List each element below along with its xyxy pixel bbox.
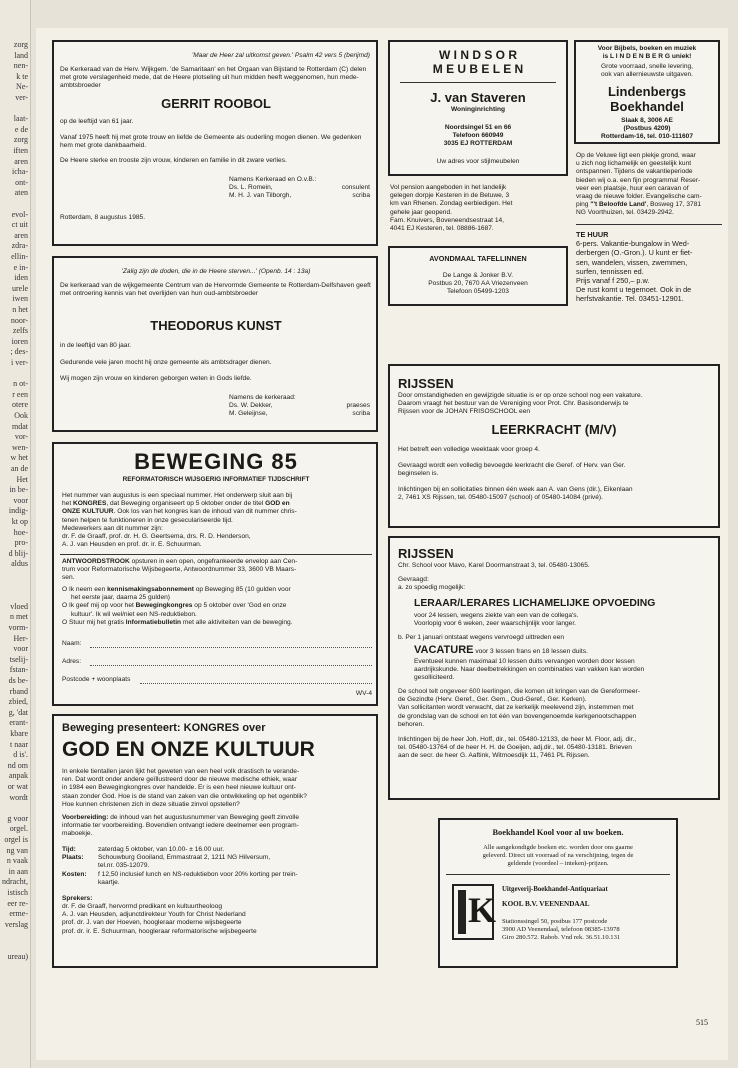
margin-fragment: Ook [14,411,28,420]
kunst-sign1-name: Ds. W. Dekker, [229,402,273,409]
veluwe-divider [576,224,722,225]
margin-fragment: ds be- [8,676,28,685]
kunst-sign2-role: scriba [352,410,370,417]
rijssen1-line: beginselen is. [398,470,439,478]
adres-label: Adres: [62,658,82,665]
beweging-options [62,586,374,627]
kongres-line [62,814,374,822]
windsor-divider [400,82,556,83]
tehuur-line: Prijs vanaf f 250,– p.w. [576,276,650,286]
margin-fragment: Her- [13,633,28,643]
obituary-roobol [52,40,378,246]
tehuur-line: derbergen (O.-Gron.). U kunt er fiet- [576,248,693,258]
margin-fragment: nd om [7,760,28,770]
postcode-label: Postcode + woonplaats [62,676,131,683]
pension-line: Fam. Knuivers, Boveneendsestraat 14, [390,216,504,224]
kool-l2: geleverd. Direct uit voorraad of na verschijning, tegen de [482,852,634,859]
sprekers-label: Sprekers: [62,895,93,902]
kunst-age: in de leeftijd van 80 jaar. [60,342,132,349]
margin-fragment: vorm- [8,623,28,632]
margin-fragment: fstan- [9,665,28,675]
margin-fragment: orgel. [9,824,28,834]
adres-field[interactable] [90,665,372,666]
roobol-sign-head: Namens Kerkeraad en O.v.B.: [229,176,317,183]
margin-fragment: tselij- [9,654,28,664]
rijssen2-j2: Voorlopig voor 6 weken, zeer waarschijnlijk voor langer. [414,620,576,627]
beweging-line: tenen helpen te funktioneren in onze geseculariseerde tijd. [62,516,233,524]
plaats-value: Schouwburg Gooiland, Emmastraat 2, 1211 NG Hilversum, [98,854,271,861]
kongres-intro [62,768,374,809]
margin-fragment: i ver- [11,358,28,367]
text: voor 3 lessen frans en 18 lessen duits. [473,648,588,655]
rijssen1-intro [398,392,716,417]
kongres-line: In enkele tientallen jaren lijkt het geweten van een heel volk drastisch te verande- [62,768,300,775]
margin-fragment: verslag [4,919,28,929]
margin-fragment: g, 'dat [8,707,28,717]
lindenbergs-t4: ook van allernieuwste uitgaven. [600,71,693,78]
margin-fragment: zorg [13,40,28,49]
windsor-line2: M E U B E L E N [432,62,524,76]
margin-fragment: ng van [6,845,28,855]
margin-fragment: zbied, [8,697,28,707]
lindenbergs-a2: (Postbus 4209) [623,125,671,132]
tafellinnen-title: AVONDMAAL TAFELLINNEN [429,254,527,263]
rijssen1-line: Daarom vraagt het bestuur van de Vereniging voor Prot. Chr. Basisonderwijs te [398,400,629,408]
postcode-field[interactable] [140,683,372,684]
margin-fragment: aren [14,156,28,166]
windsor-addr1: Noordsingel 51 en 66 [444,124,512,131]
margin-fragment: r een [12,389,28,399]
margin-fragment: indig- [8,506,28,516]
margin-fragment: urele [12,283,28,293]
margin-fragment: aten [14,188,28,198]
rijssen1-line: Door omstandigheden en gewijzigde situatie is er op onze school nog een vakature. [398,392,643,399]
rijssen2-sub: Chr. School voor Mavo, Karel Doormanstraat 3, tel. 05480-13065. [398,562,590,569]
text: opsturen in een open, ongefrankeerde envelop aan Cen- [129,558,298,565]
rijssen2-line: Inlichtingen bij de heer Joh. Hoff, dir., tel. 05480-12133, de heer M. Floor, adj. dir., [398,736,637,743]
tehuur-line: surfen, tennissen ed. [576,266,644,276]
margin-fragment: e de [14,124,28,134]
margin-fragment: zdra- [11,241,28,251]
margin-fragment: nen- [13,61,28,71]
rijssen1-p3 [398,486,716,502]
kunst-p2: Wij mogen zijn vrouw en kinderen geborgen weten in Gods liefde. [60,375,252,382]
bold: Bewegingkongres [135,602,193,610]
text: O Stuur mij het gratis [62,618,126,626]
newspaper-page [36,28,728,1060]
veluwe-line: ontspannen. Tijdens de vakantieperiode [576,168,693,176]
speaker: A. J. van Heusden, adjunctdirekteur Youth for Christ Nederland [62,911,246,919]
margin-fragment: ellin- [11,252,28,261]
tehuur-line: herfstvakantie. Tel. 03451-12901. [576,294,684,304]
margin-fragment: wen- [12,442,28,452]
kool-u1: Uitgeverij-Boekhandel-Antiquariaat [502,886,608,893]
margin-fragment: d blij- [8,548,28,558]
margin-fragment: iften [13,146,28,155]
rijssen2-line: gesolliciteerd. [414,674,455,682]
windsor-line1: W I N D S O R [439,48,517,62]
god-en-bold: GOD en [265,500,290,508]
rijssen2-line: Eventueel kunnen maximaal 10 lessen duits vervangen worden door lessen [414,658,635,665]
coupon-line: sen. [62,574,75,582]
margin-fragment: kt op [11,517,28,526]
beweging-coupon-intro [62,558,374,583]
kunst-sign2-name: M. Geleijnse, [229,410,268,417]
rijssen2-line: de Gezindte (Herv. Geref., Ger. Gem., Oud-Geref., Ger. Kerken). [398,696,587,704]
rijssen2-line: aan de secr. de heer G. Aaftink, Witmoesdijk 11, 7461 PL Rijssen. [398,752,590,760]
veluwe-line: u zich nog lichamelijk en geestelijk kunt [576,160,692,168]
tafellinnen-l3: Telefoon 05499-1203 [447,288,509,295]
bold: Informatiebulletin [125,618,182,626]
margin-fragment: voor [13,644,28,654]
beweging-line: Het nummer van augustus is een speciaal nummer. Het onderwerp sluit aan bij [62,492,293,499]
rijssen2-j1: voor 24 lessen, wegens ziekte van een van de collega's. [414,612,579,619]
margin-fragment: n met [10,612,28,622]
veluwe-line: vraag de nieuwe folder. Evangelische cam- [576,193,702,201]
margin-fragment: iwen [12,294,28,304]
obituary-kunst [52,256,378,432]
roobol-intro: De Kerkeraad van de Herv. Wijkgem. 'de Samaritaan' en het Orgaan van Bijstand te Rotterdam (C) delen met grote verslagenheid mede, dat de Heere plotseling uit hun midden heeft weggenomen, hun mede-ambtsbroeder [60,66,367,90]
tafellinnen-l2: Postbus 20, 7670 AA Vriezenveen [428,280,528,287]
margin-fragment: aren [14,230,28,240]
bold: kennismakingsabonnement [107,586,194,593]
margin-fragment: ont- [15,177,28,187]
bold: Voorbereiding: [62,814,109,821]
kool-l1: Alle aangekondigde boeken etc. worden door ons gaarne [483,844,633,851]
option-subscription-cont: het eerste jaar, daarna 25 gulden) [71,594,170,602]
margin-fragment: k te [16,71,28,81]
rijssen2-line: aardrijkskunde. Naar deelbetrekkingen en combinaties van vakken kan worden [414,666,645,674]
rijssen2-school [398,688,716,729]
kosten-value: f 12,50 inclusief lunch en NS-reduktiebon voor 20% korting per trein- [98,871,298,878]
margin-fragment: wordt [9,792,28,802]
roobol-p2: De Heere sterke en trooste zijn vrouw, kinderen en familie in dit zware verlies. [60,157,287,164]
rijssen1-p1: Het betreft een volledige weektaak voor groep 4. [398,446,540,453]
kosten-label: Kosten: [62,871,87,878]
beweging-line [62,508,374,516]
margin-fragment: laat- [13,114,28,124]
ad-pension [390,184,568,233]
roobol-sign2-role: scriba [352,192,370,199]
ad-rijssen-mavo [388,536,720,800]
kongres-line: Hoe kunnen christenen zich in deze situatie zinvol opstellen? [62,800,240,808]
ad-tafellinnen [388,246,568,306]
kunst-quote: 'Zalig zijn de doden, die in de Heere sterven...' (Openb. 14 : 13a) [121,268,311,275]
vacature-bold: VACATURE [414,644,474,656]
margin-fragment: erme- [9,909,28,919]
kunst-intro: De kerkeraad van de wijkgemeente Centrum van de Hervormde Gemeente te Rotterdam-Delfshaven geeft met ontroering kennis van het overlijden van hun oud-ambtsbroeder [60,282,371,298]
margin-fragment: Ne- [16,82,28,92]
rijssen2-job: LERAAR/LERARES LICHAMELIJKE OPVOEDING [414,598,656,609]
bold: "'t Beloofde Land' [590,201,647,209]
lindenbergs-n1: Lindenbergs [607,84,686,99]
kunst-name: THEODORUS KUNST [150,318,282,333]
lindenbergs-n2: Boekhandel [610,99,684,114]
roobol-sign1-role: consulent [341,184,370,191]
text: O Ik geef mij op voor het [62,602,136,610]
margin-fragment: an de [10,464,28,473]
rijssen1-line: Gevraagd wordt een volledig bevoegde leerkracht die Geref. of Herv. van Ger. [398,462,626,469]
rijssen1-p2 [398,462,716,478]
margin-fragment: noor- [10,315,28,325]
kosten-value-2: kaartje. [98,879,120,886]
margin-fragment: ureau) [7,951,28,961]
tehuur-line: sen, wandelen, vissen, zwemmen, [576,257,688,267]
margin-fragment: in be- [9,485,28,495]
kongres-line: staan zonder God. Hoe is de stand van zaken van die ontwikkeling op het ogenblik? [62,792,307,800]
ad-windsor [388,40,568,176]
beweging-line: Medewerkers aan dit nummer zijn: [62,524,163,532]
rijssen1-line: 2, 7461 XS Rijssen, tel. 05480-15097 (school) of 05480-14084 (privé). [398,494,603,502]
pension-line: gehele jaar geopend. [390,208,452,216]
rijssen2-line: De school telt ongeveer 600 leerlingen, die komen uit kringen van de Gereformeer- [398,688,640,695]
ad-lindenbergs [574,40,720,144]
lindenbergs-t1: Voor Bijbels, boeken en muziek [597,45,697,52]
margin-fragment: iden [14,273,28,283]
tafellinnen-l1: De Lange & Jonker B.V. [442,272,514,279]
veluwe-line: NG Voorthuizen, tel. 03429-2942. [576,209,674,217]
rijssen2-line: Van sollicitanten wordt verwacht, dat ze kerkelijk meelevend zijn, instemmen met [398,704,634,712]
beweging-line: A. J. van Heusden en prof. dr. ir. E. Schuurman. [62,541,202,549]
roobol-place-date: Rotterdam, 8 augustus 1985. [60,214,146,221]
plaats-label: Plaats: [62,854,84,861]
kool-logo-letter: K [468,890,497,930]
antwoordstrook-bold: ANTWOORDSTROOK [62,558,130,565]
rijssen2-line: behoren. [398,720,425,728]
windsor-slogan: Uw adres voor stijlmeubelen [436,158,520,165]
margin-fragment: otere [12,400,28,410]
windsor-addr3: 3035 EJ ROTTERDAM [443,140,513,147]
option-subscription[interactable] [62,586,374,594]
kongres-title: GOD EN ONZE KULTUUR [62,738,315,761]
margin-fragment: orgel is [4,835,28,844]
text: op 5 oktober over 'God en onze [192,602,287,610]
beweging-line: dr. F. de Graaff, prof. dr. H. G. Geertsema, drs. R. D. Henderson, [62,533,251,541]
margin-fragment: ioren [11,336,28,346]
text: het [62,500,73,508]
kool-l3: geldende (voordeel – inteken)-prijzen. [507,860,609,867]
margin-fragment: Het [16,474,28,484]
lindenbergs-a1: Slaak 8, 3006 AE [621,117,673,124]
coupon-line: trum voor Reformatorische Wijsbegeerte, Antwoordnummer 33, 3600 VB Maars- [62,566,297,574]
rijssen2-g1: Gevraagd: [398,576,429,583]
rijssen1-line: Inlichtingen bij en sollicitaties binnen één week aan A. van Gens (dir.), Eikenlaan [398,486,633,493]
veluwe-line: Op de Veluwe ligt een plekje grond, waar [576,152,696,159]
plaats-value-2: tel.nr. 035-12079. [98,862,150,869]
ad-kongres [52,714,378,968]
margin-fragment: t naar [10,739,28,749]
margin-fragment: land [14,50,28,60]
beweging-subtitle: REFORMATORISCH WIJSGERIG INFORMATIEF TIJDSCHRIFT [122,476,310,483]
rijssen1-line: Rijssen voor de JOHAN FRISOSCHOOL een [398,408,531,416]
kunst-sign1-role: praeses [346,402,370,409]
tijd-value: zaterdag 5 oktober, van 10.00- ± 16.00 uur. [98,846,225,853]
margin-fragment: zelfs [12,326,28,336]
speaker: dr. F. de Graaff, hervormd predikant en kultuurtheoloog [62,903,223,910]
kongres-head: Beweging presenteert: KONGRES over [62,722,266,734]
beweging-title: BEWEGING 85 [134,449,298,474]
pension-line: km van Rhenen. Zondag eerbiedigen. Het [390,200,513,208]
text: , dat Beweging organiseert op 5 oktober onder de titel [106,500,266,508]
onze-kultuur-bold: ONZE KULTUUR [62,508,114,516]
text: met alle aktiviteiten van de beweging. [181,618,293,626]
margin-fragment: n het [12,305,28,314]
veluwe-line: veer een plaatsje, huur een caravan of [576,184,689,192]
margin-fragment: ndracht, [2,877,28,887]
margin-fragment: or wat [7,782,28,791]
beweging-divider [60,554,372,555]
margin-fragment: aldus [11,559,28,569]
rijssen2-title: RIJSSEN [398,546,454,561]
margin-fragment: n vaak [6,856,28,866]
lindenbergs-a3: Rotterdam-16, tel. 010-111607 [601,133,693,140]
left-margin-text [0,0,31,1068]
kool-a2: 3900 AD Veenendaal, telefoon 08385-13978 [502,926,620,933]
ad-te-huur [576,230,724,304]
tehuur-line: 6-pers. Vakantie-bungalow in Wed- [576,239,690,249]
rijssen2-b-rest [414,658,716,683]
kool-a1: Stationssingel 50, postbus 177 postcode [502,918,608,925]
kongres-line: maboekje. [62,830,93,838]
lindenbergs-t3: Grote voorraad, snelle levering, [601,63,693,70]
text: O Ik neem een [62,586,108,593]
ad-veluwe [576,152,722,218]
margin-fragment: d is'. [13,750,28,760]
beweging-intro [62,492,374,549]
margin-fragment: evol- [11,209,28,219]
roobol-p1: Vanaf 1975 heeft hij met grote trouw en liefde de Gemeente als ouderling mogen dienen. We gedenken hem met grote dankbaarheid. [60,134,362,150]
margin-fragment: n ot- [13,379,28,389]
tehuur-title: TE HUUR [576,230,609,239]
margin-fragment: rband [9,686,28,696]
margin-fragment: ct uit [11,220,28,230]
option-kongres-cont: kultuur'. Ik wil wel/niet een NS-reduktiebon. [71,610,197,618]
margin-fragment: zorg [13,135,28,145]
kongres-line: informatie ter voorbereiding. Bovendien ontvangt iedere deelnemer een program- [62,822,299,830]
kool-title: Boekhandel Kool voor al uw boeken. [492,828,624,837]
ad-boekhandel-kool [438,818,678,968]
rijssen2-contact [398,736,716,761]
margin-fragment: in aan [8,866,28,876]
kongres-voorbereiding [62,814,374,839]
page-number: 515 [696,1018,708,1027]
kool-divider [446,874,670,875]
pension-line: Vol pension aangeboden in het landelijk [390,184,507,191]
kool-logo-icon [452,884,497,940]
tijd-label: Tijd: [62,846,76,853]
margin-fragment: ; des- [10,347,28,357]
naam-label: Naam: [62,640,82,647]
margin-fragment: vloed [10,601,28,611]
margin-fragment: vor- [14,432,28,442]
logo-bar [458,890,466,934]
ad-beweging-85 [52,442,378,706]
rijssen1-job: LEERKRACHT (M/V) [491,422,617,437]
veluwe-line: bieden wij o.a. een fijn programma! Reser- [576,176,701,184]
margin-fragment: eer re- [7,898,28,908]
roobol-sign2-name: M. H. J. van Tilborgh, [229,192,292,199]
margin-fragment: istisch [7,888,28,897]
sprekers-list [62,903,374,936]
pension-line: gelegen dorpje Kesteren in de Betuwe, 3 [390,192,510,200]
rijssen1-title: RIJSSEN [398,376,454,391]
margin-fragment: e in- [13,262,28,272]
kongres-bold: KONGRES [73,500,107,508]
text: de inhoud van het augustusnummer van Beweging geeft zinvolle [108,814,300,821]
rijssen2-vacature [414,644,716,658]
rijssen2-b1: b. Per 1 januari ontstaat wegens vervroegd uittreden een [398,634,565,641]
coupon-code: WV-4 [355,690,372,697]
kunst-p1: Gedurende vele jaren mocht hij onze gemeente als ambtsdrager dienen. [60,359,272,366]
speaker: prof. dr. J. van der Hoeven, hoogleraar moderne wijsbegeerte [62,919,242,927]
roobol-age: op de leeftijd van 61 jaar. [60,118,134,125]
kool-u2: KOOL B.V. VEENENDAAL [502,900,590,908]
margin-fragment: w het [10,453,28,463]
margin-fragment: ver- [15,93,28,102]
roobol-sign1-name: Ds. L. Romein, [229,184,273,191]
margin-fragment: erant- [9,718,28,728]
margin-fragment: hoe- [13,527,28,537]
ad-rijssen-leerkracht [388,364,720,528]
margin-fragment: g voor [7,813,28,823]
windsor-name: J. van Staveren [430,90,526,105]
margin-fragment: kbare [10,729,28,738]
text: , Bosweg 17, 3781 [646,201,702,209]
rijssen2-g2: a. zo spoedig mogelijk: [398,584,466,591]
rijssen2-line: de grondslag van de school en tot één van bovengenoemde kerkgenootschappen [398,712,637,720]
kool-a3: Giro 280.572. Rabob. Vnd rek. 36.51.10.131 [502,934,621,941]
coupon-line [62,558,374,566]
kunst-sign-head: Namens de kerkeraad: [229,394,296,401]
veluwe-line [576,201,722,209]
roobol-quote: 'Maar de Heer zal uitkomst geven.' Psalm 42 vers 5 (berijmd) [191,52,370,59]
windsor-addr2: Telefoon 660949 [452,132,504,139]
margin-fragment: mdat [12,421,28,431]
rijssen2-line: tel. 05480-13764 of de heer H. H. de Goeijen, adj.dir., tel. 05480-13181. Brieven [398,744,632,752]
windsor-sub: Woninginrichting [450,106,506,113]
beweging-line [62,500,374,508]
margin-fragment: anpak [8,771,28,781]
speaker: prof. dr. ir. E. Schuurman, hoogleraar reformatorische wijsbegeerte [62,927,257,935]
margin-fragment: pro- [14,538,28,548]
margin-fragment: voor [13,495,28,505]
kongres-line: ren. Dat wordt onder andere geïllustreerd door de nieuwe medische ethiek, waar [62,776,297,784]
naam-field[interactable] [90,647,372,648]
text: op Beweging 85 (10 gulden voor [193,586,291,593]
margin-fragment: icha- [12,167,28,177]
kongres-line: in 1984 een Bewegingkongres over handelde. Er is een heel nieuwe kultuur ont- [62,784,296,792]
tehuur-line: De rust komt u tegemoet. Ook in de [576,285,692,295]
lindenbergs-t2: is L I N D E N B E R G uniek! [602,53,692,60]
roobol-name: GERRIT ROOBOL [161,96,271,111]
text: ping [576,201,591,209]
option-kongres[interactable] [62,602,374,610]
pension-line: 4041 EJ Kesteren, tel. 08886-1687. [390,225,494,233]
text: . Ook los van het kongres kan de inhoud van dit nummer chris- [113,508,297,516]
option-bulletin[interactable] [62,619,374,627]
